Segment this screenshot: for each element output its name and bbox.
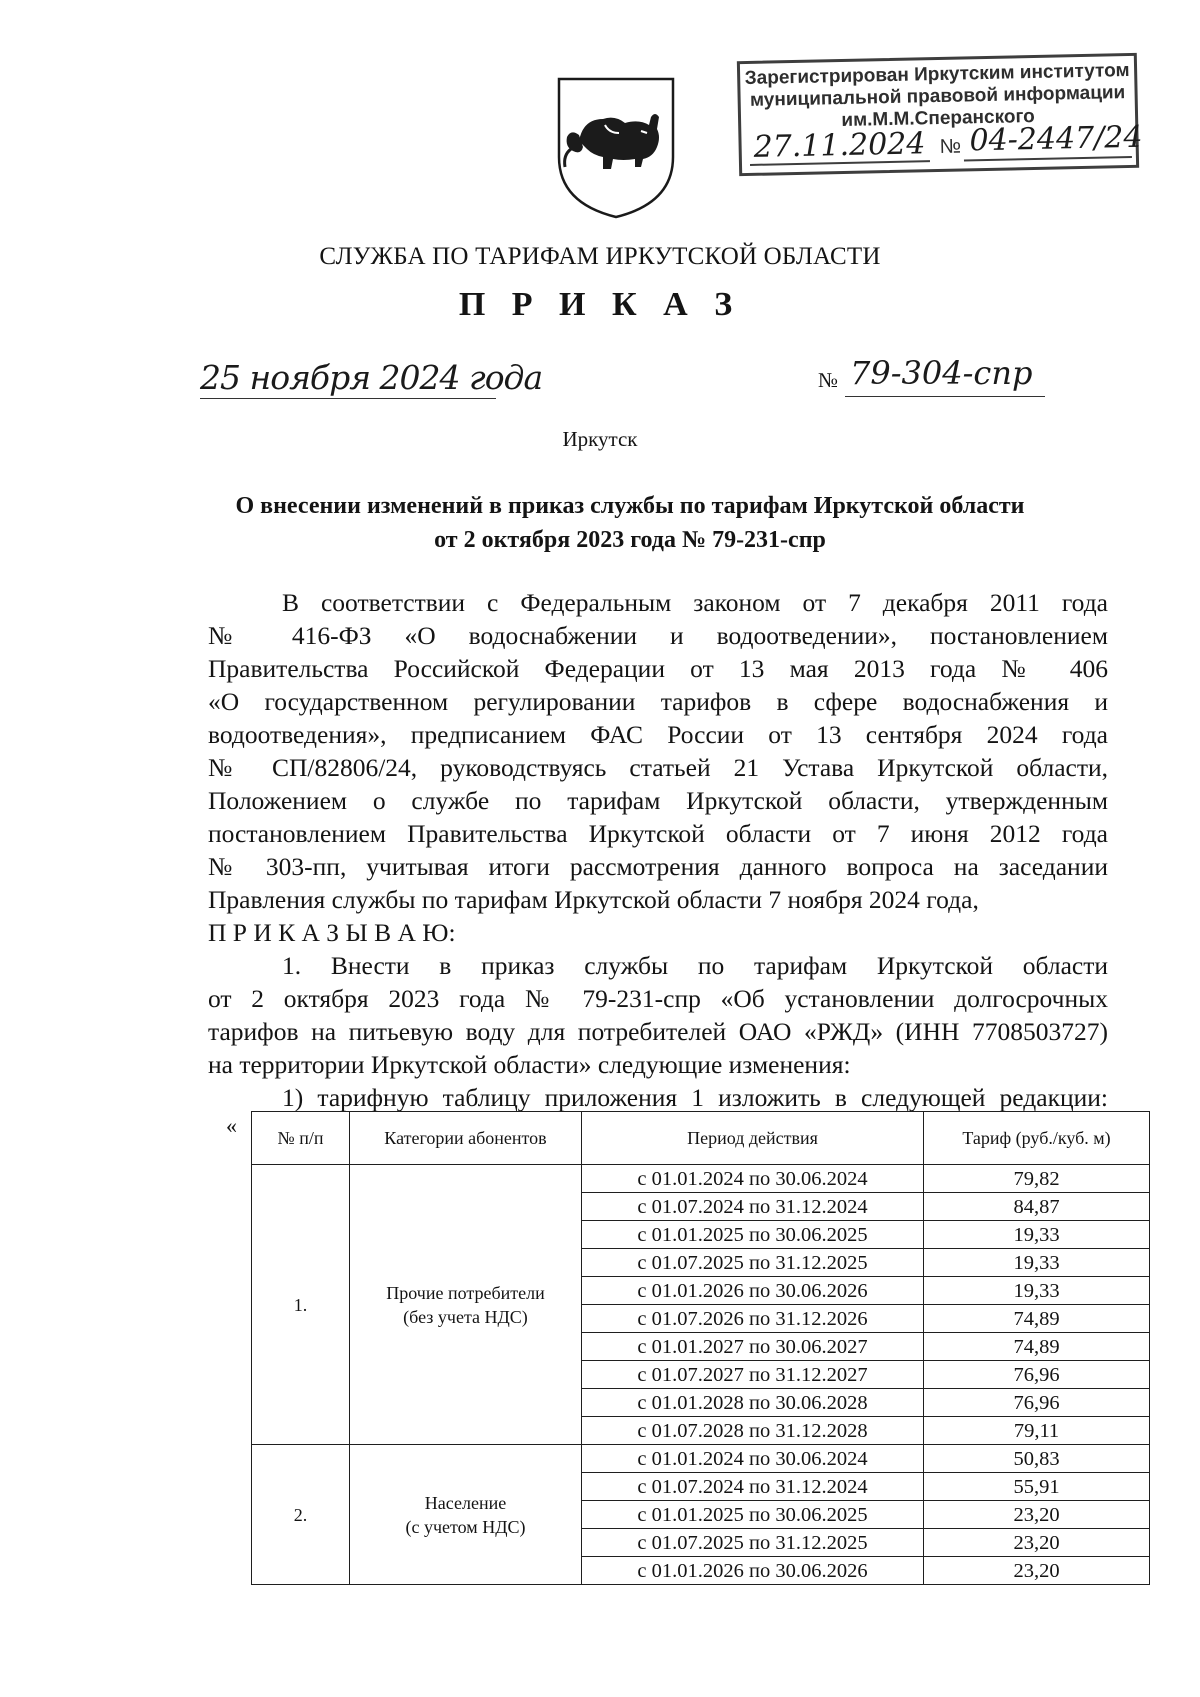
agency-name: СЛУЖБА ПО ТАРИФАМ ИРКУТСКОЙ ОБЛАСТИ [319, 243, 881, 270]
body-line: постановлением Правительства Иркутской области от 7 июня 2012 года [208, 819, 1108, 848]
irkutsk-coat-of-arms-icon [553, 75, 679, 221]
order-number-underline [845, 396, 1045, 397]
period-cell: с 01.07.2027 по 31.12.2027 [582, 1361, 924, 1389]
document-title-line-1: О внесении изменений в приказ службы по тарифам Иркутской области [235, 493, 1025, 519]
body-line: № СП/82806/24, руководствуясь статьей 21 Устава Иркутской области, [208, 753, 1108, 782]
stamp-line-2: муниципальной правовой информации [749, 82, 1126, 111]
tariff-cell: 19,33 [924, 1249, 1150, 1277]
row-number: 2. [252, 1445, 350, 1585]
body-line: № 416-ФЗ «О водоснабжении и водоотведении», постановлением [208, 621, 1108, 650]
tariff-table [251, 1111, 1150, 1585]
prikazyvayu-line: П Р И К А З Ы В А Ю: [208, 918, 456, 947]
body-line: водоотведения», предписанием ФАС России от 13 сентября 2024 года [208, 720, 1108, 749]
period-cell: с 01.01.2026 по 30.06.2026 [582, 1277, 924, 1305]
period-cell: с 01.01.2028 по 30.06.2028 [582, 1389, 924, 1417]
body-line: Положением о службе по тарифам Иркутской области, утвержденным [208, 786, 1108, 815]
period-cell: с 01.07.2026 по 31.12.2026 [582, 1305, 924, 1333]
tariff-cell: 76,96 [924, 1389, 1150, 1417]
tariff-cell: 74,89 [924, 1305, 1150, 1333]
category-note: (без учета НДС) [403, 1306, 528, 1327]
open-quote: « [226, 1113, 237, 1138]
table-row [252, 1165, 1150, 1193]
period-cell: с 01.07.2024 по 31.12.2024 [582, 1193, 924, 1221]
stamp-registration-date: 27.11.2024 [753, 126, 926, 165]
period-cell: с 01.07.2025 по 31.12.2025 [582, 1249, 924, 1277]
stamp-line-1: Зарегистрирован Иркутским институтом [744, 59, 1130, 90]
table-header-row [252, 1112, 1150, 1165]
body-line: № 303-пп, учитывая итоги рассмотрения данного вопроса на заседании [208, 852, 1108, 881]
category-cell [350, 1445, 582, 1585]
registration-stamp [737, 53, 1143, 176]
tariff-cell: 79,11 [924, 1417, 1150, 1445]
document-title-line-2: от 2 октября 2023 года № 79-231-спр [434, 527, 826, 553]
period-cell: с 01.07.2024 по 31.12.2024 [582, 1473, 924, 1501]
category-name: Прочие потребители [386, 1282, 545, 1303]
order-date-underline [200, 398, 496, 399]
period-cell: с 01.01.2024 по 30.06.2024 [582, 1165, 924, 1193]
stamp-line-3: им.М.М.Сперанского [841, 105, 1035, 132]
order-number: 79-304-спр [850, 354, 1033, 392]
category-cell [350, 1165, 582, 1445]
period-cell: с 01.01.2025 по 30.06.2025 [582, 1221, 924, 1249]
header-category: Категории абонентов [350, 1112, 582, 1165]
period-cell: с 01.07.2025 по 31.12.2025 [582, 1529, 924, 1557]
body-line: Правления службы по тарифам Иркутской области 7 ноября 2024 года, [208, 885, 979, 914]
tariff-cell: 19,33 [924, 1277, 1150, 1305]
tariff-cell: 50,83 [924, 1445, 1150, 1473]
order-number-label: № [818, 368, 839, 392]
period-cell: с 01.01.2026 по 30.06.2026 [582, 1557, 924, 1585]
body-line: Правительства Российской Федерации от 13 мая 2013 года № 406 [208, 654, 1108, 683]
tariff-cell: 23,20 [924, 1529, 1150, 1557]
period-cell: с 01.01.2027 по 30.06.2027 [582, 1333, 924, 1361]
stamp-number-label: № [939, 135, 962, 158]
table-row [252, 1445, 1150, 1473]
item-1-line: 1. Внести в приказ службы по тарифам Иркутской области [282, 951, 1108, 980]
header-number: № п/п [252, 1112, 350, 1165]
stamp-registration-number: 04-2447/24 [969, 119, 1143, 159]
city: Иркутск [562, 427, 638, 451]
period-cell: с 01.01.2025 по 30.06.2025 [582, 1501, 924, 1529]
document-title [150, 489, 1110, 557]
tariff-cell: 84,87 [924, 1193, 1150, 1221]
period-cell: с 01.07.2028 по 31.12.2028 [582, 1417, 924, 1445]
body-line: В соответствии с Федеральным законом от 7 декабря 2011 года [282, 588, 1108, 617]
header-period: Период действия [582, 1112, 924, 1165]
tariff-cell: 76,96 [924, 1361, 1150, 1389]
order-date: 25 ноября 2024 года [200, 358, 543, 397]
category-name: Население [424, 1492, 507, 1513]
tariff-cell: 74,89 [924, 1333, 1150, 1361]
item-1-line: на территории Иркутской области» следующие изменения: [208, 1050, 851, 1079]
body-line: «О государственном регулировании тарифов в сфере водоснабжения и [208, 687, 1108, 716]
header-tariff: Тариф (руб./куб. м) [924, 1112, 1150, 1165]
tariff-cell: 23,20 [924, 1557, 1150, 1585]
tariff-cell: 19,33 [924, 1221, 1150, 1249]
item-1-line: от 2 октября 2023 года № 79-231-спр «Об установлении долгосрочных [208, 984, 1108, 1013]
subitem-1-line: 1) тарифную таблицу приложения 1 изложить в следующей редакции: [282, 1083, 1108, 1112]
tariff-cell: 55,91 [924, 1473, 1150, 1501]
tariff-cell: 23,20 [924, 1501, 1150, 1529]
category-note: (с учетом НДС) [405, 1516, 526, 1537]
document-type: П Р И К А З [458, 286, 742, 323]
tariff-cell: 79,82 [924, 1165, 1150, 1193]
row-number: 1. [252, 1165, 350, 1445]
period-cell: с 01.01.2024 по 30.06.2024 [582, 1445, 924, 1473]
item-1-line: тарифов на питьевую воду для потребителей ОАО «РЖД» (ИНН 7708503727) [208, 1017, 1108, 1046]
